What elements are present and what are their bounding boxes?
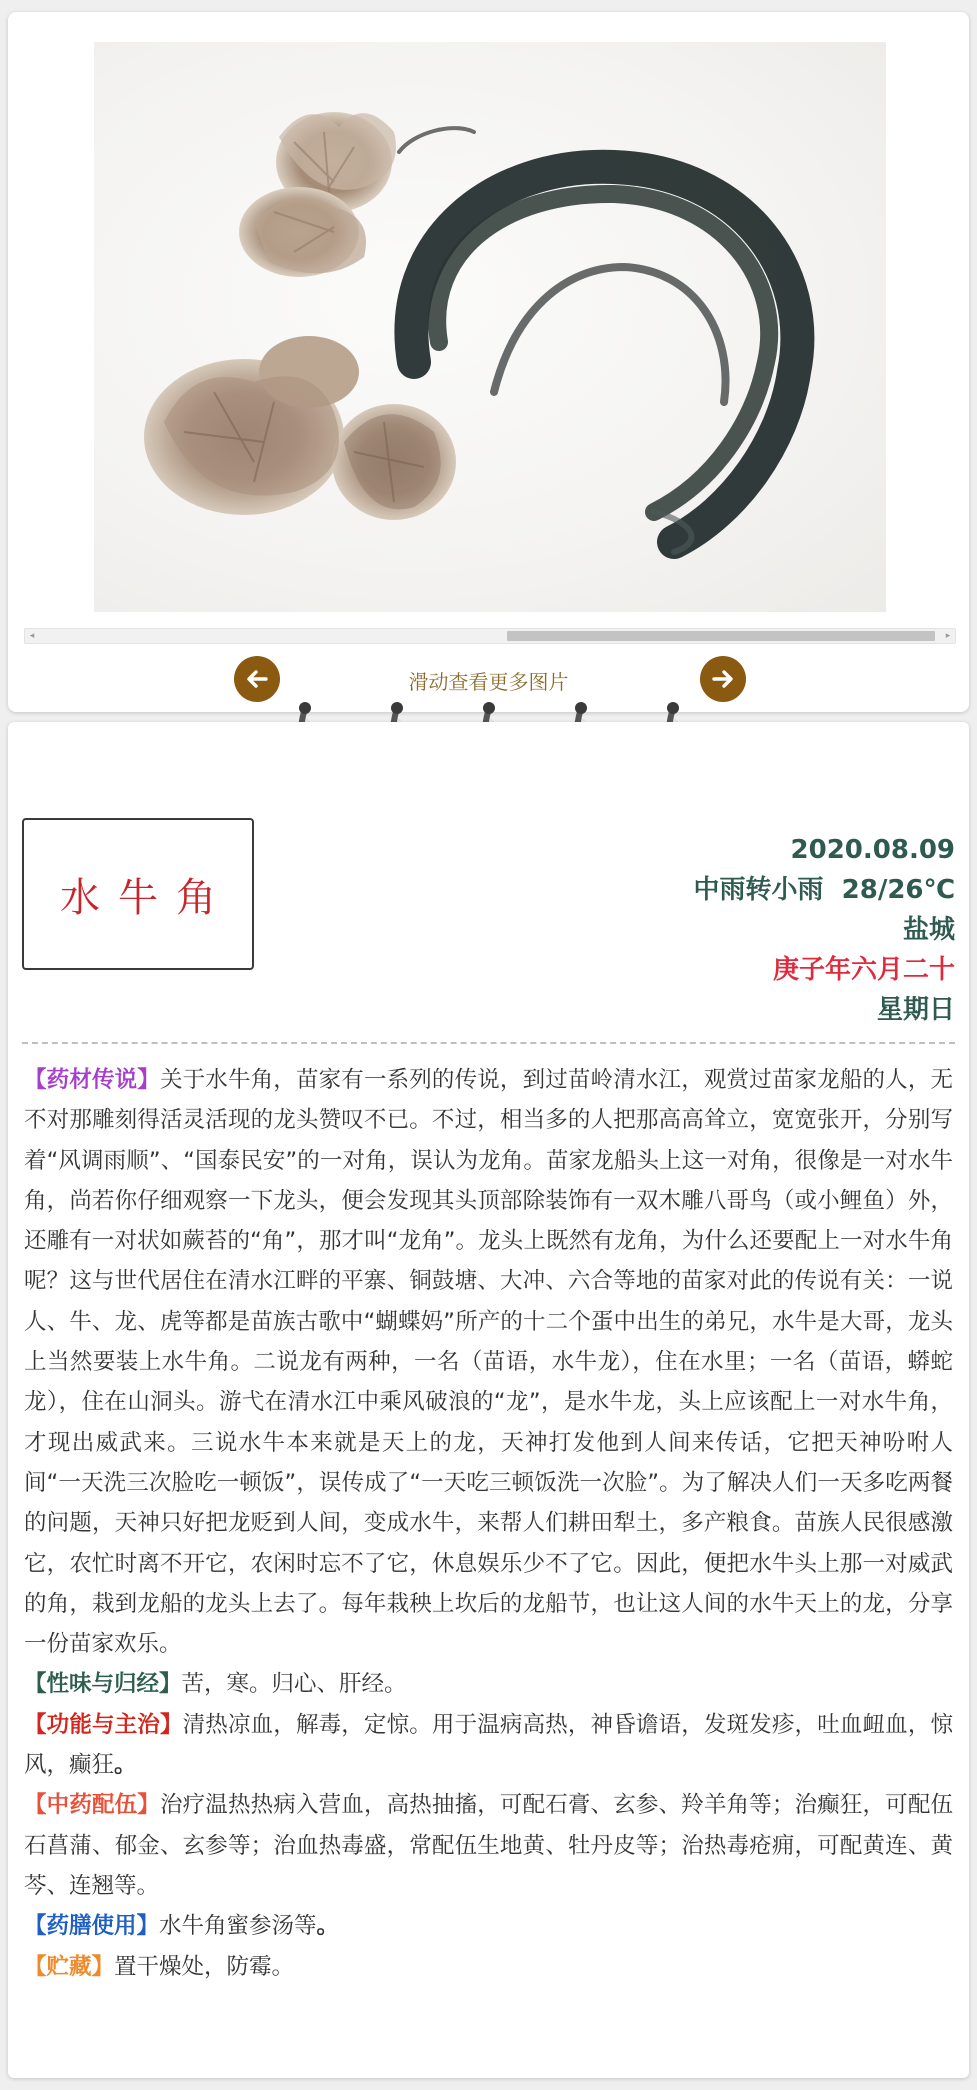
gallery-nav [8, 652, 969, 704]
next-image-button[interactable] [700, 656, 746, 702]
section-end-mark: 。 [316, 1913, 340, 1940]
section-function [24, 1705, 953, 1786]
gallery-hint: 滑动查看更多图片 [408, 670, 569, 694]
section-storage [24, 1947, 953, 1987]
section-end-mark: 。 [114, 1752, 137, 1779]
photo-illustration [94, 42, 886, 612]
note-card [8, 722, 969, 2078]
scroll-thumb[interactable] [507, 631, 935, 641]
horn-slices-upper [239, 112, 396, 277]
scroll-right-arrow-icon[interactable]: ▸ [945, 631, 951, 641]
article-body [24, 1060, 953, 1987]
section-text: 置干燥处，防霉。 [114, 1953, 295, 1980]
seal-text: 水牛角 [60, 874, 234, 921]
dashed-divider [22, 1042, 955, 1044]
section-text: 关于水牛角，苗家有一系列的传说，到过苗岭清水江，观赏过苗家龙船的人，无不对那雕刻得活灵活现的龙头赞叹不已。不过，相当多的人把那高高耸立，宽宽张开，分别写着“风调雨顺”、“国泰民安”的一对角，误认为龙角。苗家龙船头上这一对角，很像是一对水牛角，尚若你仔细观察一下龙头，便会发现其头顶部除装饰有一双木雕八哥鸟（或小鲤鱼）外，还雕有一对状如蕨苔的“角”，那才叫“龙角”。龙头上既然有龙角，为什么还要配上一对水牛角呢？这与世代居住在清水江畔的平寨、铜鼓塘、大冲、六合等地的苗家对此的传说有关：一说人、牛、龙、虎等都是苗族古歌中“蝴蝶妈”所产的十二个蛋中出生的弟兄，水牛是大哥，龙头上当然要装上水牛角。二说龙有两种，一名（苗语，水牛龙），住在水里；一名（苗语，蟒蛇龙），住在山洞头。游弋在清水江中乘风破浪的“龙”，是水牛龙，头上应该配上一对水牛角，才现出威武来。三说水牛本来就是天上的龙，天神打发他到人间来传话，它把天神吩咐人间“一天洗三次脸吃一顿饭”，误传成了“一天吃三顿饭洗一次脸”。为了解决人们一天多吃两餐的问题，天神只好把龙贬到人间，变成水牛，来帮人们耕田犁土，多产粮食。苗族人民很感激它，农忙时离不开它，农闲时忘不了它，休息娱乐少不了它。因此，便把水牛头上那一对威武的角，栽到龙船的龙头上去了。每年栽秧上坎后的龙船节，也让这人间的水牛天上的龙，分享一份苗家欢乐。 [24, 1067, 953, 1658]
date: 2020.08.09 [790, 835, 955, 865]
herb-photo [94, 42, 886, 612]
buffalo-horn [399, 128, 797, 552]
section-combination [24, 1785, 953, 1906]
gallery-card [8, 12, 969, 712]
section-text: 治疗温热热病入营血，高热抽搐，可配石膏、玄参、羚羊角等；治癫狂，可配伍石菖蒲、郁金、玄参等；治血热毒盛，常配伍生地黄、牡丹皮等；治热毒疮痈，可配黄连、黄芩、连翘等。 [24, 1792, 953, 1899]
herb-seal [22, 818, 254, 970]
gallery-scrollbar[interactable] [24, 628, 956, 644]
section-tag: 【中药配伍】 [24, 1792, 160, 1819]
section-text: 水牛角蜜参汤等 [159, 1913, 317, 1940]
weekday: 星期日 [876, 995, 955, 1025]
scroll-left-arrow-icon[interactable]: ◂ [29, 631, 35, 641]
section-diet [24, 1906, 953, 1946]
section-text: 苦，寒。归心、肝经。 [181, 1671, 407, 1698]
section-tag: 【药膳使用】 [24, 1913, 160, 1940]
section-tag: 【性味与归经】 [24, 1671, 182, 1698]
section-text: 清热凉血，解毒，定惊。用于温病高热，神昏谵语，发斑发疹，吐血衄血，惊风，癫狂 [24, 1711, 953, 1779]
section-tag: 【功能与主治】 [24, 1711, 183, 1738]
section-nature [24, 1664, 953, 1704]
section-legend [24, 1060, 953, 1664]
section-tag: 【药材传说】 [24, 1067, 160, 1093]
section-tag: 【贮藏】 [24, 1953, 115, 1980]
city: 盐城 [902, 915, 955, 945]
date-block [694, 830, 955, 1030]
lunar-date: 庚子年六月二十 [772, 955, 955, 985]
arrow-right-icon [710, 666, 736, 692]
weather: 中雨转小雨 28/26℃ [693, 875, 955, 905]
